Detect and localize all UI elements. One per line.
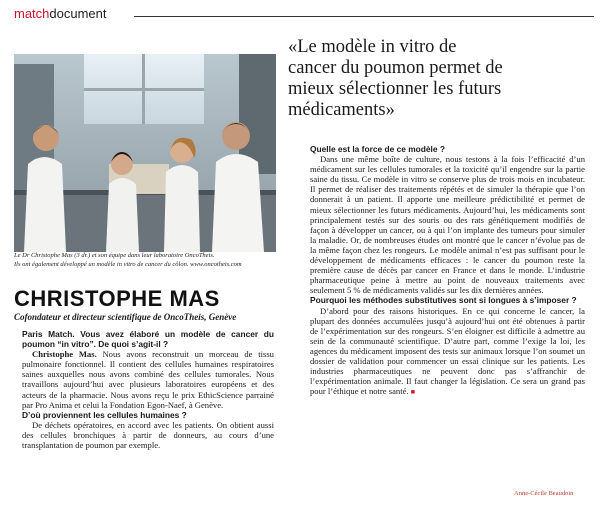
right-column xyxy=(310,144,585,397)
header-rule xyxy=(134,16,594,17)
pull-quote-line-4: médicaments» xyxy=(288,100,395,120)
question-3: Quelle est la force de ce modèle ? xyxy=(310,144,445,154)
pull-quote-line-2: cancer du poumon permet de xyxy=(288,58,503,78)
photo-caption xyxy=(14,252,276,269)
pull-quote xyxy=(288,37,588,121)
answer-3: Dans une même boîte de culture, nous testons à la fois l’efficacité d’un médicament sur les cellules tumorales et la toxicité qu’il engendre sur la partie saine du tissu. Ce modèle in vitro se conserve plus de trois mois en incubateur. Il permet de réaliser des traitements répétés et de simuler la thérapie que l’on donnerait à un patient. Il apporte une meilleure prédictibilité et permet de mieux sélectionner les futurs médicaments. Aujourd’hui, les médicaments sont principalement testés sur des souris ou des rats génétiquement modifiés de façon à développer un cancer, ou à qui l’on implante des tumeurs pour simuler la maladie. Or, de nombreuses études ont montré que le cancer n’évolue pas de la même façon chez les rongeurs. Le modèle animal n’est pas suffisant pour le développement de médicaments efficaces : le cancer du poumon reste la première cause de décès par cancer en France et dans le monde. L’industrie pharmaceutique peine à mettre au point de nouveaux traitements avec seulement 5 % de médicaments validés sur les dix dernières années. xyxy=(310,154,585,296)
answer-1-text: Nous avons reconstruit un morceau de tissu pulmonaire fonctionnel. Il contient des cellules humaines respiratoires saines auxquelles nous avons combiné des cellules tumorales. Nous travaillons aujourd’hui avec plusieurs laboratoires européens et des acteurs de la pharmacie. Nous avons reçu le prix EthicScience parrainé par Pro Anima et celui la Fondation Egon-Naef, à Genève. xyxy=(22,349,274,410)
section-brand xyxy=(14,6,107,22)
question-2: D’où proviennent les cellules humaines ? xyxy=(22,409,187,420)
question-4: Pourquoi les méthodes substitutives sont si longues à s’imposer ? xyxy=(310,295,577,306)
brand-part-document: document xyxy=(49,6,107,21)
pull-quote-line-3: mieux sélectionner les futurs xyxy=(288,79,502,99)
lab-team-photo xyxy=(14,54,276,252)
photo-caption-line-2: Ils ont également développé un modèle in vitro de cancer du côlon. www.oncotheis.com xyxy=(14,260,242,268)
answer-4 xyxy=(310,306,585,398)
answer-4-text: D’abord pour des raisons historiques. En ce qui concerne le cancer, la plupart des données accumulées jusqu’à aujourd’hui ont été obtenues à partir de l’expérimentation sur des rongeurs. S’en éloigner est difficile à admettre au sein de la communauté scientifique. D’autre part, comme l’exige la loi, les agences du médicament imposent des tests sur animaux lorsque l’on soumet un dossier de validation pour commencer un essai clinique sur les patients. Les industries pharmaceutiques ne peuvent donc pas s’affranchir de l’expérimentation animale. Il faut changer la législation. Ce sera un grand pas pour l’éthique et notre santé. xyxy=(310,305,585,397)
pull-quote-line-1: «Le modèle in vitro de xyxy=(288,37,457,57)
interviewee-name: CHRISTOPHE MAS xyxy=(14,286,220,311)
answer-1 xyxy=(22,349,274,410)
question-1: Paris Match. Vous avez élaboré un modèle de cancer du poumon “in vitro”. De quoi s’agit-il ? xyxy=(22,329,274,350)
answer-2: De déchets opératoires, en accord avec les patients. On obtient aussi des cellules bronchiques à partir de donneurs, au cours d’une transplantation de poumon par exemple. xyxy=(22,419,274,451)
brand-part-match: match xyxy=(14,6,50,21)
interviewee-role: Cofondateur et directeur scientifique de OncoTheis, Genève xyxy=(14,312,237,322)
author-signature: Anne-Cécile Beaudoin xyxy=(514,490,574,497)
end-mark: ■ xyxy=(410,388,415,397)
page-header xyxy=(14,6,594,22)
answer-1-speaker: Christophe Mas. xyxy=(32,349,97,360)
photo-caption-line-1: Le Dr Christophe Mas (3 dr.) et son équipe dans leur laboratoire OncoTheis. xyxy=(14,252,215,259)
left-column xyxy=(22,329,274,450)
